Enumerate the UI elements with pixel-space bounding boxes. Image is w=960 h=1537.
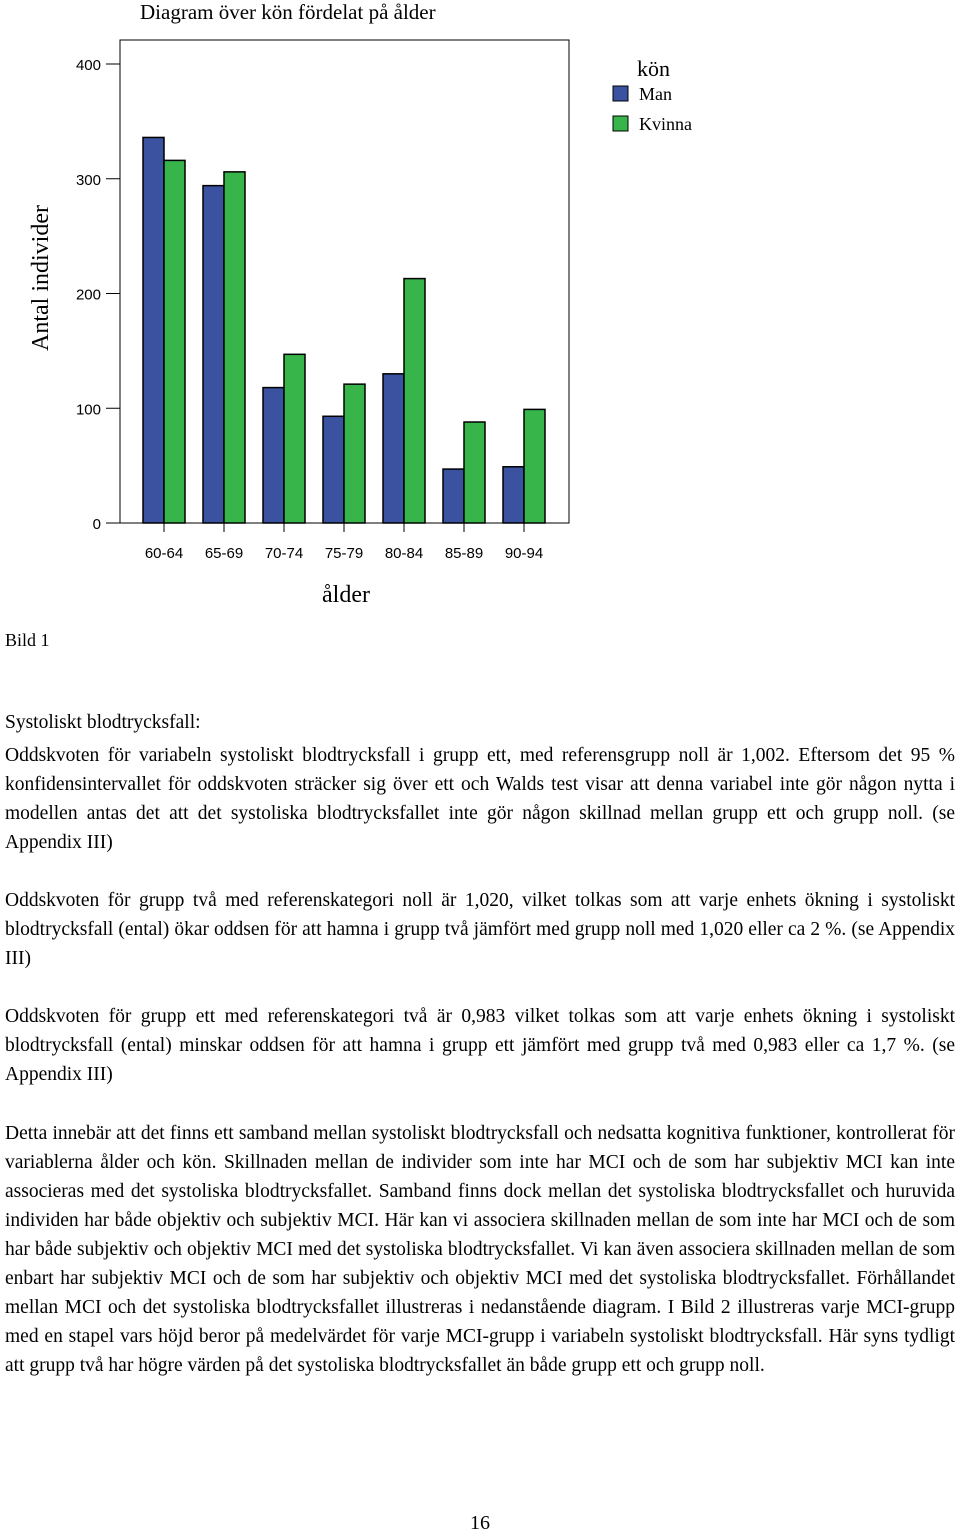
x-tick-label: 85-89	[444, 545, 484, 562]
bar-man-60-64	[143, 137, 164, 523]
paragraph-text: Oddskvoten för grupp ett med referenskategori två är 0,983 vilket tolkas som att varje enhets ökning i systoliskt blodtrycksfall (ental) minskar oddsen för att hamna i grupp ett jämfört med grupp två med 0,983 eller ca 1,7 %. (se Appendix III)	[5, 1006, 955, 1085]
y-axis	[76, 57, 120, 533]
legend-title: kön	[637, 56, 670, 81]
paragraph-1	[5, 741, 955, 857]
x-tick-label: 70-74	[264, 545, 304, 562]
legend-label-kvinna: Kvinna	[639, 114, 692, 134]
legend-swatch-kvinna	[613, 116, 628, 131]
y-tick-label: 200	[75, 286, 101, 304]
y-tick-label: 300	[75, 171, 101, 189]
bar-chart	[0, 0, 960, 625]
bar-kvinna-80-84	[404, 279, 425, 523]
bar-man-75-79	[323, 416, 344, 523]
bar-man-65-69	[203, 186, 224, 523]
x-tick-label: 60-64	[144, 545, 184, 562]
figure-caption: Bild 1	[5, 630, 50, 650]
legend	[613, 56, 692, 134]
y-tick-label: 100	[75, 401, 101, 419]
paragraph-3	[5, 1002, 955, 1089]
y-tick-label: 400	[75, 57, 101, 74]
x-axis-label: ålder	[322, 582, 370, 608]
bar-kvinna-60-64	[164, 160, 185, 523]
legend-label-man: Man	[639, 84, 672, 104]
bar-kvinna-70-74	[284, 354, 305, 523]
bar-kvinna-85-89	[464, 422, 485, 523]
chart-title: Diagram över kön fördelat på ålder	[140, 0, 436, 24]
bar-man-85-89	[443, 469, 464, 523]
section-title: Systoliskt blodtrycksfall:	[5, 712, 201, 733]
x-axis	[145, 523, 543, 562]
bar-kvinna-90-94	[524, 409, 545, 523]
bar-man-80-84	[383, 374, 404, 523]
bar-man-90-94	[503, 467, 524, 523]
paragraph-text: Oddskvoten för grupp två med referenskategori noll är 1,020, vilket tolkas som att varje enhets ökning i systoliskt blodtrycksfall (ental) ökar oddsen för att hamna i grupp två jämfört med grupp noll med 1,020 eller ca 2 %. (se Appendix III)	[5, 890, 955, 969]
paragraph-2	[5, 886, 955, 973]
bar-kvinna-65-69	[224, 172, 245, 523]
bar-kvinna-75-79	[344, 384, 365, 523]
y-axis-label: Antal individer	[28, 205, 54, 351]
paragraph-4	[5, 1119, 955, 1380]
bar-man-70-74	[263, 388, 284, 523]
paragraph-text: Oddskvoten för variabeln systoliskt blodtrycksfall i grupp ett, med referensgrupp noll är 1,002. Eftersom det 95 % konfidensintervallet för oddskvoten sträcker sig över ett och Walds test visar att denna variabel inte gör någon nytta i modellen antas det att det systoliska blodtrycksfallet inte gör någon skillnad mellan grupp ett och grupp noll. (se Appendix III)	[5, 745, 955, 853]
y-tick-label: 0	[92, 516, 101, 533]
x-tick-label: 65-69	[204, 545, 244, 562]
legend-swatch-man	[613, 86, 628, 101]
x-tick-label: 90-94	[504, 545, 544, 562]
page-number: 16	[470, 1512, 490, 1534]
x-tick-label: 80-84	[384, 545, 424, 562]
paragraph-text: Detta innebär att det finns ett samband mellan systoliskt blodtrycksfall och nedsatta kognitiva funktioner, kontrollerat för variablerna ålder och kön. Skillnaden mellan de individer som inte har MCI och de som har subjektiv MCI kan inte associeras med det systoliska blodtrycksfallet. Samband finns dock mellan det systoliska blodtrycksfallet och huruvida individen har både objektiv och subjektiv MCI. Här kan vi associera skillnaden mellan de som inte har MCI och de som har både subjektiv och objektiv MCI med det systoliska blodtrycksfallet. Vi kan även associera skillnaden mellan de som enbart har subjektiv MCI och de som har subjektiv och objektiv MCI med det systoliska blodtrycksfallet. Förhållandet mellan MCI och det systoliska blodtrycksfallet illustreras i nedanstående diagram. I Bild 2 illustreras varje MCI-grupp med en stapel vars höjd beror på medelvärdet för varje MCI-grupp i variabeln systoliskt blodtrycksfall. Här syns tydligt att grupp två har högre värden på det systoliska blodtrycksfallet än både grupp ett och grupp noll.	[5, 1123, 955, 1376]
x-tick-label: 75-79	[324, 545, 364, 562]
